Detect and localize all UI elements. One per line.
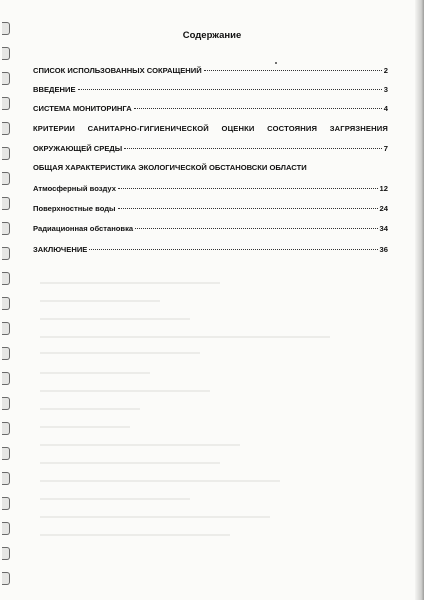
toc-entry-criteria [33,124,388,153]
toc-page-number: 12 [379,184,388,193]
dot-leader [78,89,382,90]
binding-hole [2,172,10,185]
toc-subentry-air [33,184,388,193]
toc-entry-label-continued: ОКРУЖАЮЩЕЙ СРЕДЫ [33,144,123,153]
binding-hole [2,447,10,460]
toc-entry-abbreviations [33,66,388,75]
show-through [40,300,160,302]
binding-hole [2,547,10,560]
toc-page-number: 24 [379,204,388,213]
document-title: Содержание [182,30,242,41]
show-through [40,516,270,518]
toc-subentry-water [33,204,388,213]
binding-hole [2,372,10,385]
toc-entry-label: СИСТЕМА МОНИТОРИНГА [33,104,132,113]
show-through [40,462,220,464]
show-through [40,372,150,374]
toc-page-number: 7 [383,144,388,153]
show-through [40,282,220,284]
show-through [40,336,330,338]
page-edge-shadow [415,0,424,600]
show-through [40,352,200,354]
binding-hole [2,222,10,235]
binding-hole [2,122,10,135]
binding-hole [2,72,10,85]
toc-entry-label: ЗАКЛЮЧЕНИЕ [33,245,88,254]
toc-page-number: 3 [383,85,388,94]
binding-hole [2,322,10,335]
toc-page-number: 34 [379,224,388,233]
toc-page-number: 36 [379,245,388,254]
binding-hole [2,347,10,360]
binding-hole [2,472,10,485]
binding-hole [2,97,10,110]
binding-hole [2,522,10,535]
toc-entry-label: ВВЕДЕНИЕ [33,85,76,94]
binding-hole [2,397,10,410]
binding-hole [2,272,10,285]
binding-hole [2,572,10,585]
show-through [40,390,210,392]
dot-leader [118,208,378,209]
dot-leader [134,108,382,109]
binding-hole [2,47,10,60]
show-through [40,480,280,482]
toc-entry-introduction [33,85,388,94]
dot-leader [204,70,382,71]
binding-hole [2,147,10,160]
show-through [40,426,130,428]
show-through [40,534,230,536]
show-through [40,408,140,410]
binding-hole [2,297,10,310]
show-through [40,498,190,500]
binding-hole [2,422,10,435]
toc-entry-label: Атмосферный воздух [33,184,116,193]
binding-hole [2,197,10,210]
toc-entry-conclusion [33,245,388,254]
dot-leader [135,228,377,229]
binding-holes [0,0,14,600]
toc-entry-monitoring [33,104,388,113]
toc-entry-label: Поверхностные воды [33,204,116,213]
toc-entry-label: СПИСОК ИСПОЛЬЗОВАННЫХ СОКРАЩЕНИЙ [33,66,202,75]
show-through [40,318,190,320]
binding-hole [2,247,10,260]
toc-entry-label: КРИТЕРИИ САНИТАРНО-ГИГИЕНИЧЕСКОЙ ОЦЕНКИ СОСТОЯНИЯ ЗАГРЯЗНЕНИЯ [33,124,388,133]
toc-entry-label: Радиационная обстановка [33,224,134,233]
toc-section-heading: ОБЩАЯ ХАРАКТЕРИСТИКА ЭКОЛОГИЧЕСКОЙ ОБСТАНОВСКИ ОБЛАСТИ [33,163,307,172]
toc-page-number: 2 [383,66,388,75]
toc-subentry-radiation [33,224,388,233]
show-through [40,444,240,446]
binding-hole [2,497,10,510]
stray-mark [275,62,277,64]
dot-leader [89,249,377,250]
toc-page-number: 4 [383,104,388,113]
dot-leader [124,148,382,149]
dot-leader [118,188,378,189]
